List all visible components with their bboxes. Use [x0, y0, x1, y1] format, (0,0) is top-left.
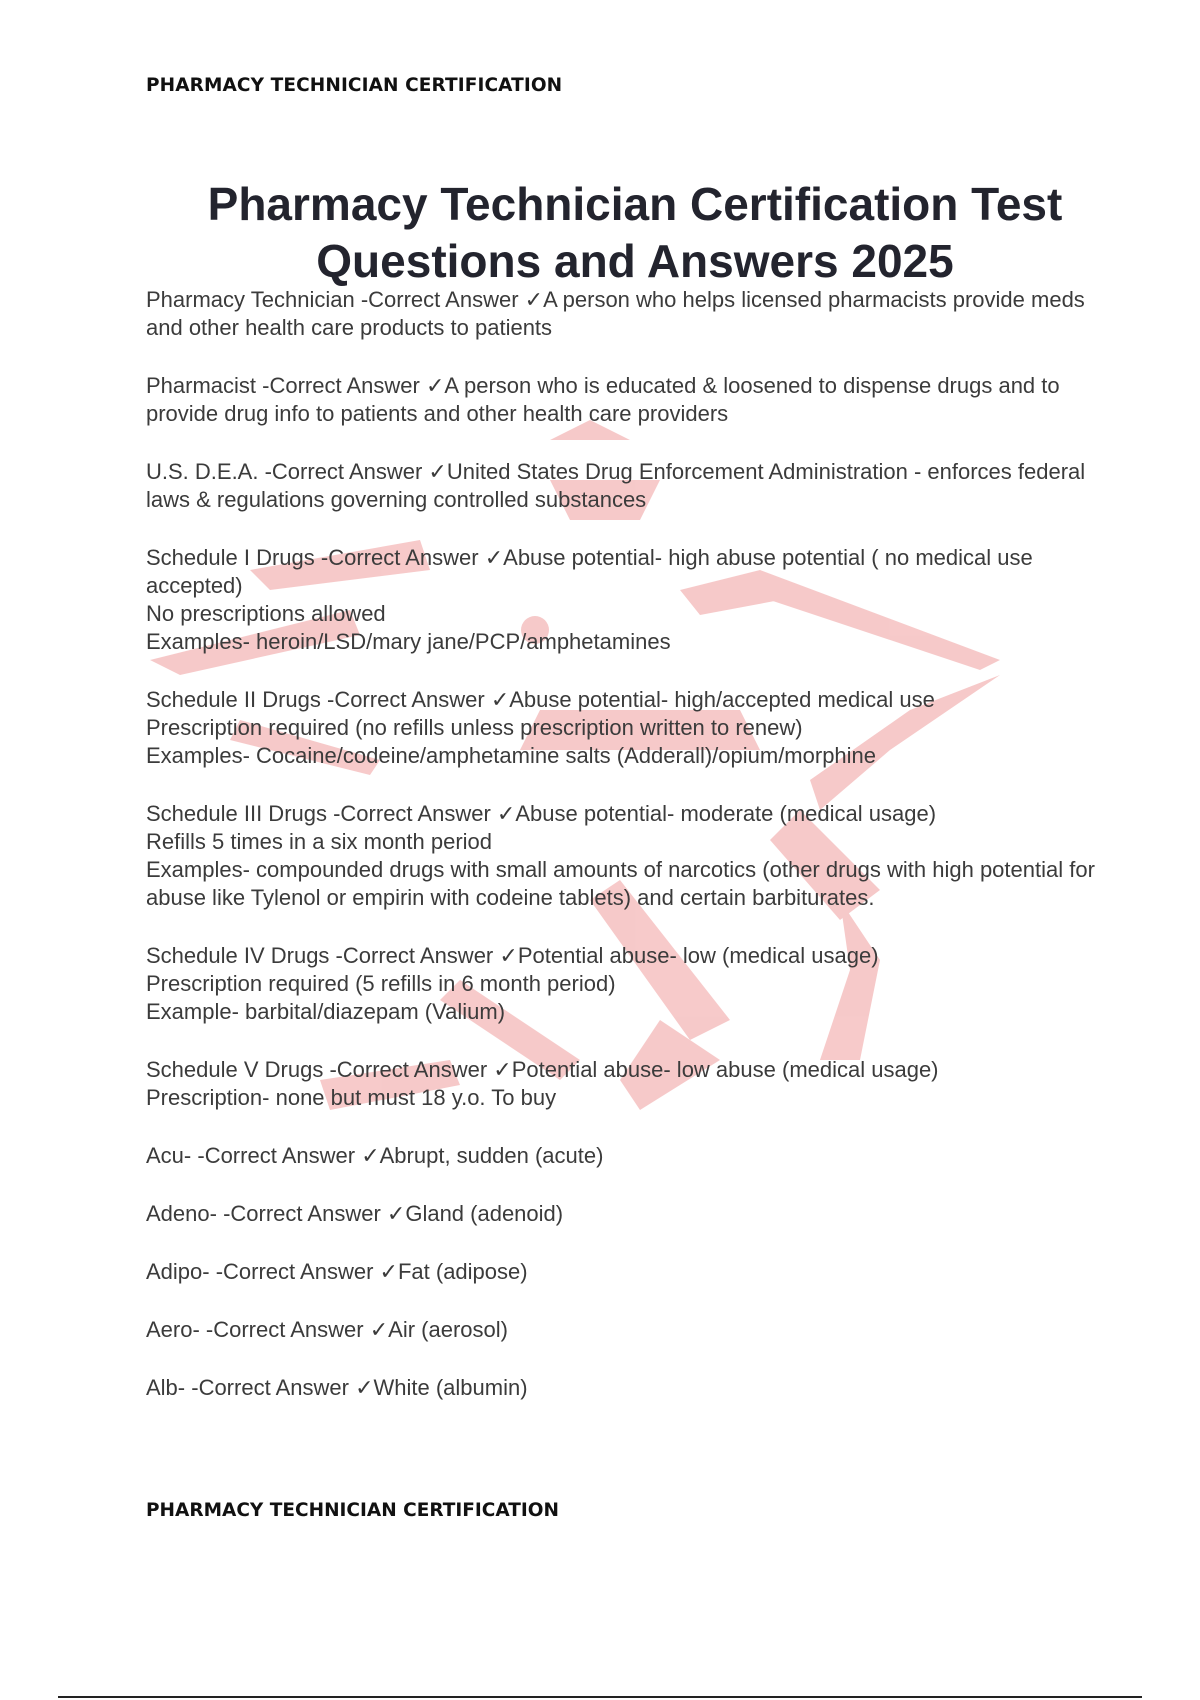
- qa-item: [146, 1316, 1106, 1344]
- qa-details: Prescription required (no refills unless prescription written to renew) Examples- Cocaine/codeine/amphetamine salts (Adderall)/opium/morphine: [146, 715, 877, 768]
- qa-item: [146, 1200, 1106, 1228]
- qa-separator: -Correct Answer: [354, 287, 525, 312]
- qa-item: [146, 1056, 1106, 1112]
- qa-item: [146, 686, 1106, 770]
- qa-item: [146, 800, 1106, 912]
- page-bottom-rule: [58, 1696, 1142, 1698]
- qa-item: [146, 286, 1106, 342]
- qa-details: Refills 5 times in a six month period Examples- compounded drugs with small amounts of narcotics (other drugs with high potential for abuse like Tylenol or empirin with codeine tablets) and certain barbiturates.: [146, 829, 1095, 910]
- qa-separator: -Correct Answer: [329, 943, 500, 968]
- qa-item: [146, 544, 1106, 656]
- qa-term: Schedule III Drugs: [146, 801, 327, 826]
- document-title: Pharmacy Technician Certification Test Questions and Answers 2025: [207, 177, 1063, 287]
- qa-answer: United States Drug Enforcement Administration - enforces federal laws & regulations governing controlled substances: [146, 459, 1086, 512]
- qa-separator: -Correct Answer: [326, 801, 497, 826]
- checkmark-icon: ✓: [361, 1143, 380, 1168]
- qa-answer: Abuse potential- moderate (medical usage): [515, 801, 937, 826]
- qa-separator: -Correct Answer: [209, 1259, 380, 1284]
- qa-term: Acu-: [146, 1143, 192, 1168]
- checkmark-icon: ✓: [499, 943, 518, 968]
- checkmark-icon: ✓: [484, 545, 504, 570]
- qa-separator: -Correct Answer: [185, 1375, 356, 1400]
- qa-answer: Abrupt, sudden (acute): [379, 1143, 604, 1168]
- checkmark-icon: ✓: [369, 1317, 389, 1342]
- qa-separator: -Correct Answer: [199, 1317, 370, 1342]
- qa-separator: -Correct Answer: [256, 373, 426, 398]
- qa-list: [146, 286, 1106, 1432]
- checkmark-icon: ✓: [428, 459, 447, 484]
- checkmark-icon: ✓: [496, 801, 516, 826]
- qa-separator: -Correct Answer: [314, 545, 485, 570]
- qa-details: Prescription required (5 refills in 6 month period) Example- barbital/diazepam (Valium): [146, 971, 616, 1024]
- qa-separator: -Correct Answer: [323, 1057, 494, 1082]
- qa-term: Schedule I Drugs: [146, 545, 315, 570]
- checkmark-icon: ✓: [493, 1057, 512, 1082]
- qa-answer: Abuse potential- high/accepted medical use: [509, 687, 935, 712]
- qa-answer: Gland (adenoid): [405, 1201, 564, 1226]
- checkmark-icon: ✓: [524, 287, 544, 312]
- qa-answer: Air (aerosol): [388, 1317, 508, 1342]
- qa-term: Pharmacy Technician: [146, 287, 355, 312]
- qa-answer: White (albumin): [373, 1375, 528, 1400]
- checkmark-icon: ✓: [379, 1259, 398, 1284]
- qa-term: Pharmacist: [146, 373, 257, 398]
- checkmark-icon: ✓: [425, 373, 445, 398]
- qa-answer: A person who helps licensed pharmacists provide meds and other health care products to patients: [146, 287, 1085, 340]
- checkmark-icon: ✓: [355, 1375, 374, 1400]
- qa-answer: Potential abuse- low abuse (medical usage): [511, 1057, 939, 1082]
- qa-item: [146, 1374, 1106, 1402]
- checkmark-icon: ✓: [490, 687, 510, 712]
- qa-term: Aero-: [146, 1317, 200, 1342]
- qa-term: U.S. D.E.A.: [146, 459, 259, 484]
- qa-term: Schedule II Drugs: [146, 687, 321, 712]
- qa-answer: Abuse potential- high abuse potential ( no medical use accepted): [146, 545, 1033, 598]
- qa-separator: -Correct Answer: [191, 1143, 362, 1168]
- qa-answer: Potential abuse- low (medical usage): [517, 943, 879, 968]
- qa-item: [146, 1258, 1106, 1286]
- qa-separator: -Correct Answer: [320, 687, 491, 712]
- qa-term: Adeno-: [146, 1201, 217, 1226]
- qa-term: Schedule IV Drugs: [146, 943, 330, 968]
- running-header: PHARMACY TECHNICIAN CERTIFICATION: [146, 75, 563, 96]
- qa-item: [146, 372, 1106, 428]
- qa-separator: -Correct Answer: [258, 459, 429, 484]
- qa-item: [146, 942, 1106, 1026]
- checkmark-icon: ✓: [386, 1201, 406, 1226]
- qa-term: Alb-: [146, 1375, 186, 1400]
- qa-answer: Fat (adipose): [397, 1259, 528, 1284]
- qa-term: Schedule V Drugs: [146, 1057, 324, 1082]
- qa-item: [146, 1142, 1106, 1170]
- qa-term: Adipo-: [146, 1259, 210, 1284]
- qa-details: No prescriptions allowed Examples- heroin/LSD/mary jane/PCP/amphetamines: [146, 601, 671, 654]
- qa-separator: -Correct Answer: [216, 1201, 387, 1226]
- qa-answer: A person who is educated & loosened to dispense drugs and to provide drug info to patients and other health care providers: [146, 373, 1060, 426]
- qa-item: [146, 458, 1106, 514]
- qa-details: Prescription- none but must 18 y.o. To buy: [146, 1085, 557, 1110]
- running-footer: PHARMACY TECHNICIAN CERTIFICATION: [146, 1500, 559, 1521]
